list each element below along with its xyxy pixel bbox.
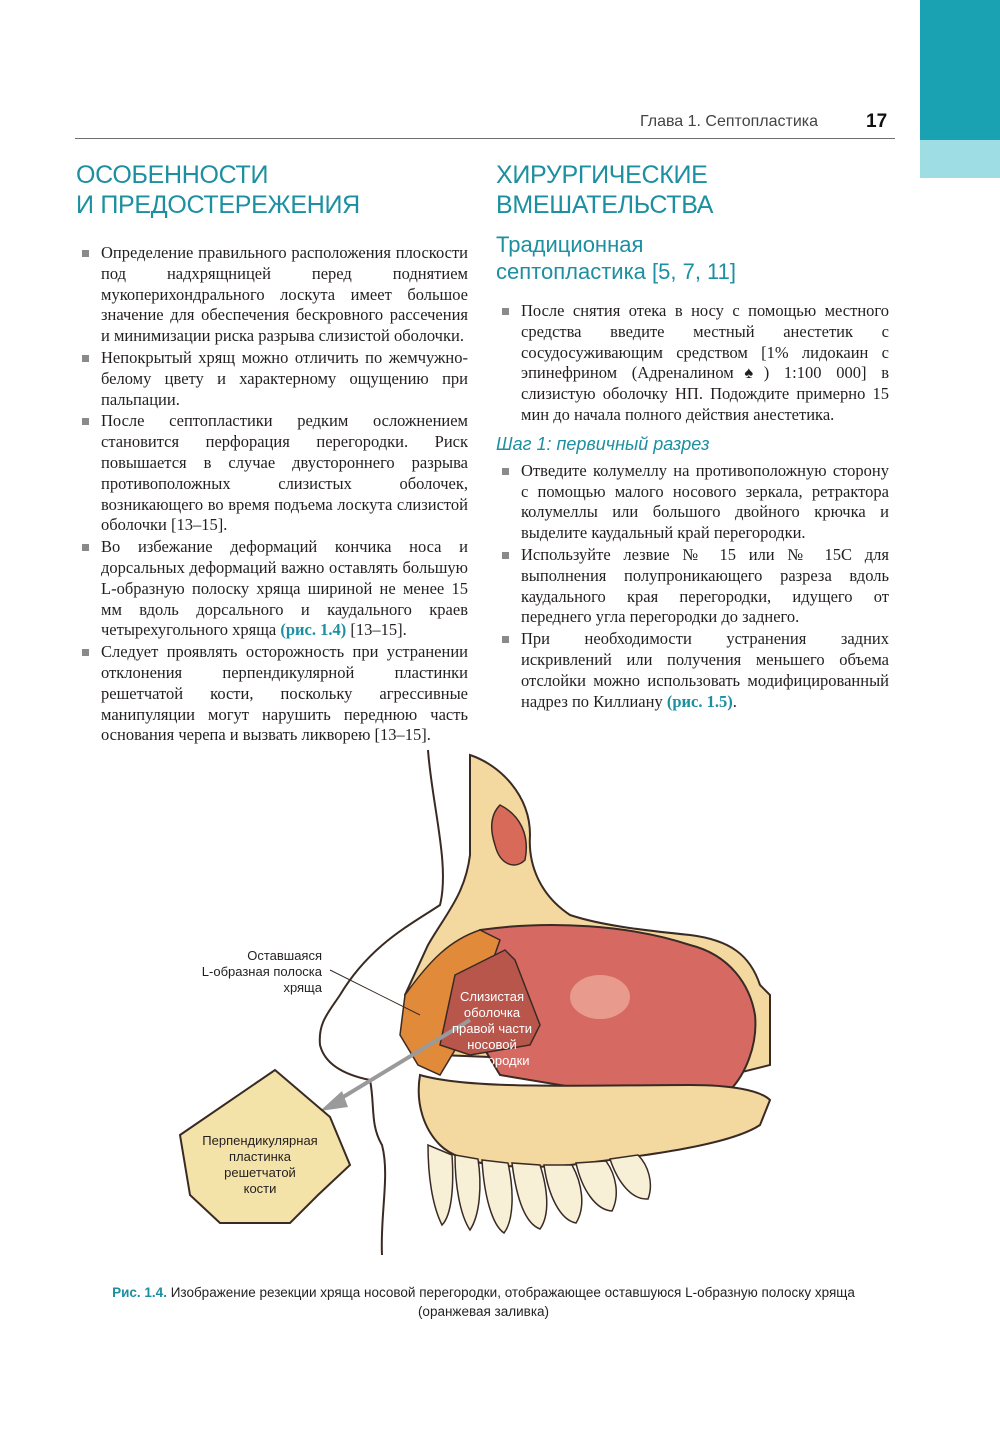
bullet-square-icon — [82, 418, 89, 425]
label-mucosa: Слизистая оболочка правой части носовой перегородки — [451, 989, 533, 1068]
list-item: После снятия отека в носу с помощью местного средства введите местный анестетик с сосудосуживающим средством [1% лидокаин с эпинефрином (Адреналином♠) 1:100 000] в слизистую оболочку НП. Подождите примерно 15 мин до начала полного действия анестетика. — [496, 301, 889, 426]
list-item: Определение правильного расположения плоскости под надхрящницей перед поднятием мукоперихондрального лоскута имеет большое значение для обеспечения бескровного рассечения и минимизации риска разрыва слизистой оболочки. — [76, 243, 468, 347]
list-item: Следует проявлять осторожность при устранении отклонения перпендикулярной пластинки решетчатой кости, поскольку агрессивные манипуляции могут нарушить переднюю часть основания черепа и вызвать ликворею [13–15]. — [76, 642, 468, 746]
section-title-surgery: ХИРУРГИЧЕСКИЕ ВМЕШАТЕЛЬСТВА — [496, 161, 714, 219]
figure-reference-link[interactable]: (рис. 1.5) — [666, 691, 733, 711]
label-perpendicular-plate: Перпендикулярная пластинка решетчатой кости — [202, 1133, 318, 1196]
bullet-square-icon — [502, 636, 509, 643]
caption-text: Изображение резекции хряща носовой перегородки, отображающее оставшуюся L-образную полоску хряща (оранжевая заливка) — [166, 1285, 855, 1319]
list-item: Отведите колумеллу на противоположную сторону с помощью малого носового зеркала, ретрактора колумеллы или большого двойного крючка и выделите каудальный край перегородки. — [496, 461, 889, 544]
running-head: Глава 1. Септопластика — [639, 113, 818, 130]
right-column — [496, 160, 889, 713]
chapter-tab-light — [920, 140, 1000, 178]
left-column — [76, 160, 468, 747]
list-item: Во избежание деформаций кончика носа и дорсальных деформаций важно оставлять большую L-образную полоску хряща шириной не менее 15 мм вдоль дорсального и каудального краев четырехугольного хряща (рис. 1.4) [13–15]. — [76, 537, 468, 641]
precautions-list — [76, 243, 468, 746]
bullet-square-icon — [502, 308, 509, 315]
label-remaining-strip: Оставшаяся L-образная полоска хряща — [201, 948, 322, 995]
list-item: После септопластики редким осложнением становится перфорация перегородки. Риск повышается в случае двустороннего разрыва противоположных слизистых оболочек, возникающего во время подъема лоскута слизистой оболочки [13–15]. — [76, 411, 468, 536]
bullet-square-icon — [82, 649, 89, 656]
figure-reference-link[interactable]: (рис. 1.4) — [280, 620, 347, 640]
palate-bone — [419, 1075, 770, 1167]
anatomy-figure — [170, 745, 800, 1275]
list-item: Непокрытый хрящ можно отличить по жемчужно-белому цвету и характерному ощущению при пальпации. — [76, 348, 468, 410]
list-item: Используйте лезвие № 15 или № 15С для выполнения полупроникающего разреза вдоль каудального края перегородки, идущего от переднего угла перегородки до заднего. — [496, 545, 889, 628]
step-list — [496, 461, 889, 713]
bullet-square-icon — [82, 355, 89, 362]
list-item: При необходимости устранения задних искривлений или получения меньшего объема отслойки можно использовать модифицированный надрез по Киллиану (рис. 1.5). — [496, 629, 889, 712]
page-number: 17 — [866, 111, 888, 132]
bullet-square-icon — [82, 250, 89, 257]
header-divider — [75, 138, 895, 139]
arrow-head-icon — [320, 1091, 348, 1111]
section-title-precautions: ОСОБЕННОСТИ И ПРЕДОСТЕРЕЖЕНИЯ — [76, 161, 360, 219]
step-title: Шаг 1: первичный разрез — [496, 433, 710, 454]
intro-list — [496, 301, 889, 426]
mucosa-highlight — [570, 975, 630, 1019]
subsection-title: Традиционная септопластика [5, 7, 11] — [496, 232, 737, 284]
bullet-square-icon — [502, 468, 509, 475]
figure-caption — [76, 1283, 891, 1321]
bullet-square-icon — [82, 544, 89, 551]
caption-label: Рис. 1.4. — [112, 1285, 167, 1300]
bullet-square-icon — [502, 552, 509, 559]
chapter-tab — [920, 0, 1000, 140]
